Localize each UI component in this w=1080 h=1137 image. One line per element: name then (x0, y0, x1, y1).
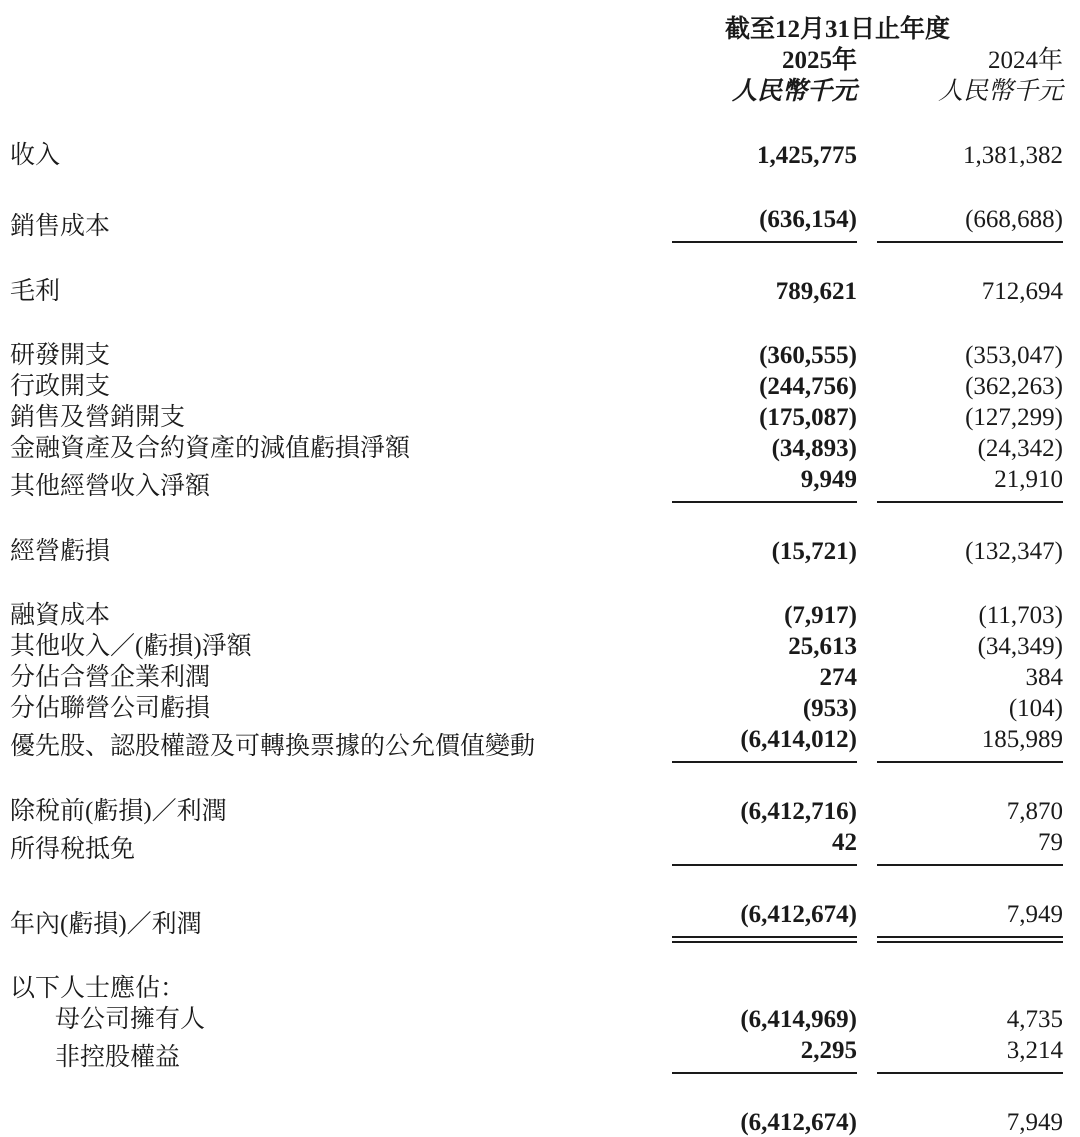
row-label: 非控股權益 (55, 1043, 181, 1071)
column-gap (857, 171, 877, 242)
column-gap (857, 242, 877, 307)
value-2024: 3,214 (877, 1035, 1063, 1073)
value-2025: (6,412,674) (672, 1073, 857, 1137)
row-label: 經營虧損 (10, 538, 111, 565)
column-gap (857, 76, 877, 107)
value-2025: (6,414,969) (740, 1005, 857, 1033)
value-2025: (360,555) (759, 342, 857, 369)
row-label: 優先股、認股權證及可轉換票據的公允價值變動 (10, 733, 536, 760)
row-label: 金融資產及合約資產的減值虧損淨額 (10, 435, 411, 462)
value-2025: (34,893) (771, 435, 857, 462)
column-gap (857, 865, 877, 940)
table-row (10, 371, 1063, 402)
table-row (10, 107, 1063, 171)
value-2024: 384 (1025, 664, 1063, 691)
table-row (10, 940, 1063, 1004)
table-row (10, 631, 1063, 662)
table-row (10, 433, 1063, 464)
table-row (10, 242, 1063, 307)
value-2024: 4,735 (1006, 1005, 1063, 1033)
value-2024: 7,949 (877, 865, 1063, 940)
year-header-spacer (10, 45, 672, 76)
table-row (10, 464, 1063, 502)
column-gap (857, 45, 877, 76)
column-gap (857, 464, 877, 502)
column-gap (857, 1073, 877, 1137)
row-label: 研發開支 (10, 342, 111, 369)
year-header-row (10, 45, 1063, 76)
row-label: 分佔合營企業利潤 (10, 664, 211, 691)
row-label: 銷售及營銷開支 (10, 404, 186, 431)
value-2025: (636,154) (672, 171, 857, 242)
row-label: 分佔聯營公司虧損 (10, 695, 211, 722)
unit-2025-header: 人民幣千元 (731, 78, 857, 105)
value-2025: 42 (672, 827, 857, 865)
value-2024: (127,299) (965, 404, 1063, 431)
table-row (10, 724, 1063, 762)
value-2025: (953) (802, 695, 857, 722)
row-label: 融資成本 (10, 602, 111, 629)
period-header: 截至12月31日止年度 (724, 16, 950, 43)
statement-rows (10, 107, 1063, 1137)
table-row (10, 567, 1063, 631)
value-2025: (6,412,716) (740, 798, 857, 825)
column-gap (857, 371, 877, 402)
value-2025: 789,621 (775, 278, 857, 305)
column-gap (857, 724, 877, 762)
table-row (10, 402, 1063, 433)
row-label: 所得稅抵免 (10, 836, 136, 863)
row-label: 收入 (10, 142, 61, 169)
table-row (10, 827, 1063, 865)
column-gap (857, 433, 877, 464)
table-row (10, 171, 1063, 242)
column-gap (857, 693, 877, 724)
row-label: 行政開支 (10, 373, 111, 400)
value-2025 (672, 940, 857, 1004)
value-2024: (24,342) (977, 435, 1063, 462)
value-2024: (353,047) (965, 342, 1063, 369)
value-2024: 185,989 (877, 724, 1063, 762)
value-2024 (877, 940, 1063, 1004)
unit-2024-header: 人民幣千元 (937, 78, 1063, 105)
unit-header-row (10, 76, 1063, 107)
period-header-row (10, 14, 1063, 45)
table-row (10, 1035, 1063, 1073)
value-2024: 7,870 (1006, 798, 1063, 825)
table-row (10, 693, 1063, 724)
value-2024: 1,381,382 (963, 142, 1063, 169)
column-gap (857, 567, 877, 631)
row-label: 其他收入／(虧損)淨額 (10, 633, 252, 660)
row-label: 年內(虧損)／利潤 (10, 910, 202, 938)
column-gap (857, 662, 877, 693)
value-2024: (362,263) (965, 373, 1063, 400)
value-2025: 274 (819, 664, 857, 691)
table-row (10, 662, 1063, 693)
period-header-spacer (10, 14, 672, 45)
value-2025: (175,087) (759, 404, 857, 431)
value-2025: (6,414,012) (672, 724, 857, 762)
column-gap (857, 762, 877, 827)
column-gap (857, 827, 877, 865)
value-2024: 79 (877, 827, 1063, 865)
row-label (10, 1073, 672, 1137)
value-2024: (34,349) (977, 633, 1063, 660)
value-2025: 1,425,775 (756, 142, 857, 169)
table-row (10, 865, 1063, 940)
value-2025: (15,721) (771, 538, 857, 565)
financial-table (10, 14, 1063, 1137)
column-gap (857, 1035, 877, 1073)
row-label: 銷售成本 (10, 213, 111, 240)
column-gap (857, 1004, 877, 1035)
row-label: 以下人士應佔： (10, 974, 186, 1002)
value-2025: (7,917) (784, 602, 857, 629)
column-gap (857, 402, 877, 433)
year-2025-header: 2025年 (781, 47, 857, 74)
table-row (10, 1073, 1063, 1137)
column-gap (857, 502, 877, 567)
table-row (10, 502, 1063, 567)
column-gap (857, 107, 877, 171)
row-label: 母公司擁有人 (55, 1005, 206, 1033)
column-gap (857, 307, 877, 371)
unit-header-spacer (10, 76, 672, 107)
row-label: 其他經營收入淨額 (10, 473, 211, 500)
column-gap (857, 631, 877, 662)
row-label: 除稅前(虧損)／利潤 (10, 798, 227, 825)
value-2024: (104) (1008, 695, 1063, 722)
value-2025: 9,949 (672, 464, 857, 502)
table-row (10, 307, 1063, 371)
table-row (10, 762, 1063, 827)
value-2025: 2,295 (672, 1035, 857, 1073)
value-2024: (132,347) (965, 538, 1063, 565)
value-2025: 25,613 (788, 633, 857, 660)
column-gap (857, 940, 877, 1004)
row-label: 毛利 (10, 278, 61, 305)
value-2024: (11,703) (978, 602, 1063, 629)
value-2024: 7,949 (877, 1073, 1063, 1137)
table-row (10, 1004, 1063, 1035)
value-2025: (244,756) (759, 373, 857, 400)
value-2024: (668,688) (877, 171, 1063, 242)
value-2024: 712,694 (981, 278, 1063, 305)
year-2024-header: 2024年 (987, 47, 1063, 74)
value-2025: (6,412,674) (672, 865, 857, 940)
value-2024: 21,910 (877, 464, 1063, 502)
